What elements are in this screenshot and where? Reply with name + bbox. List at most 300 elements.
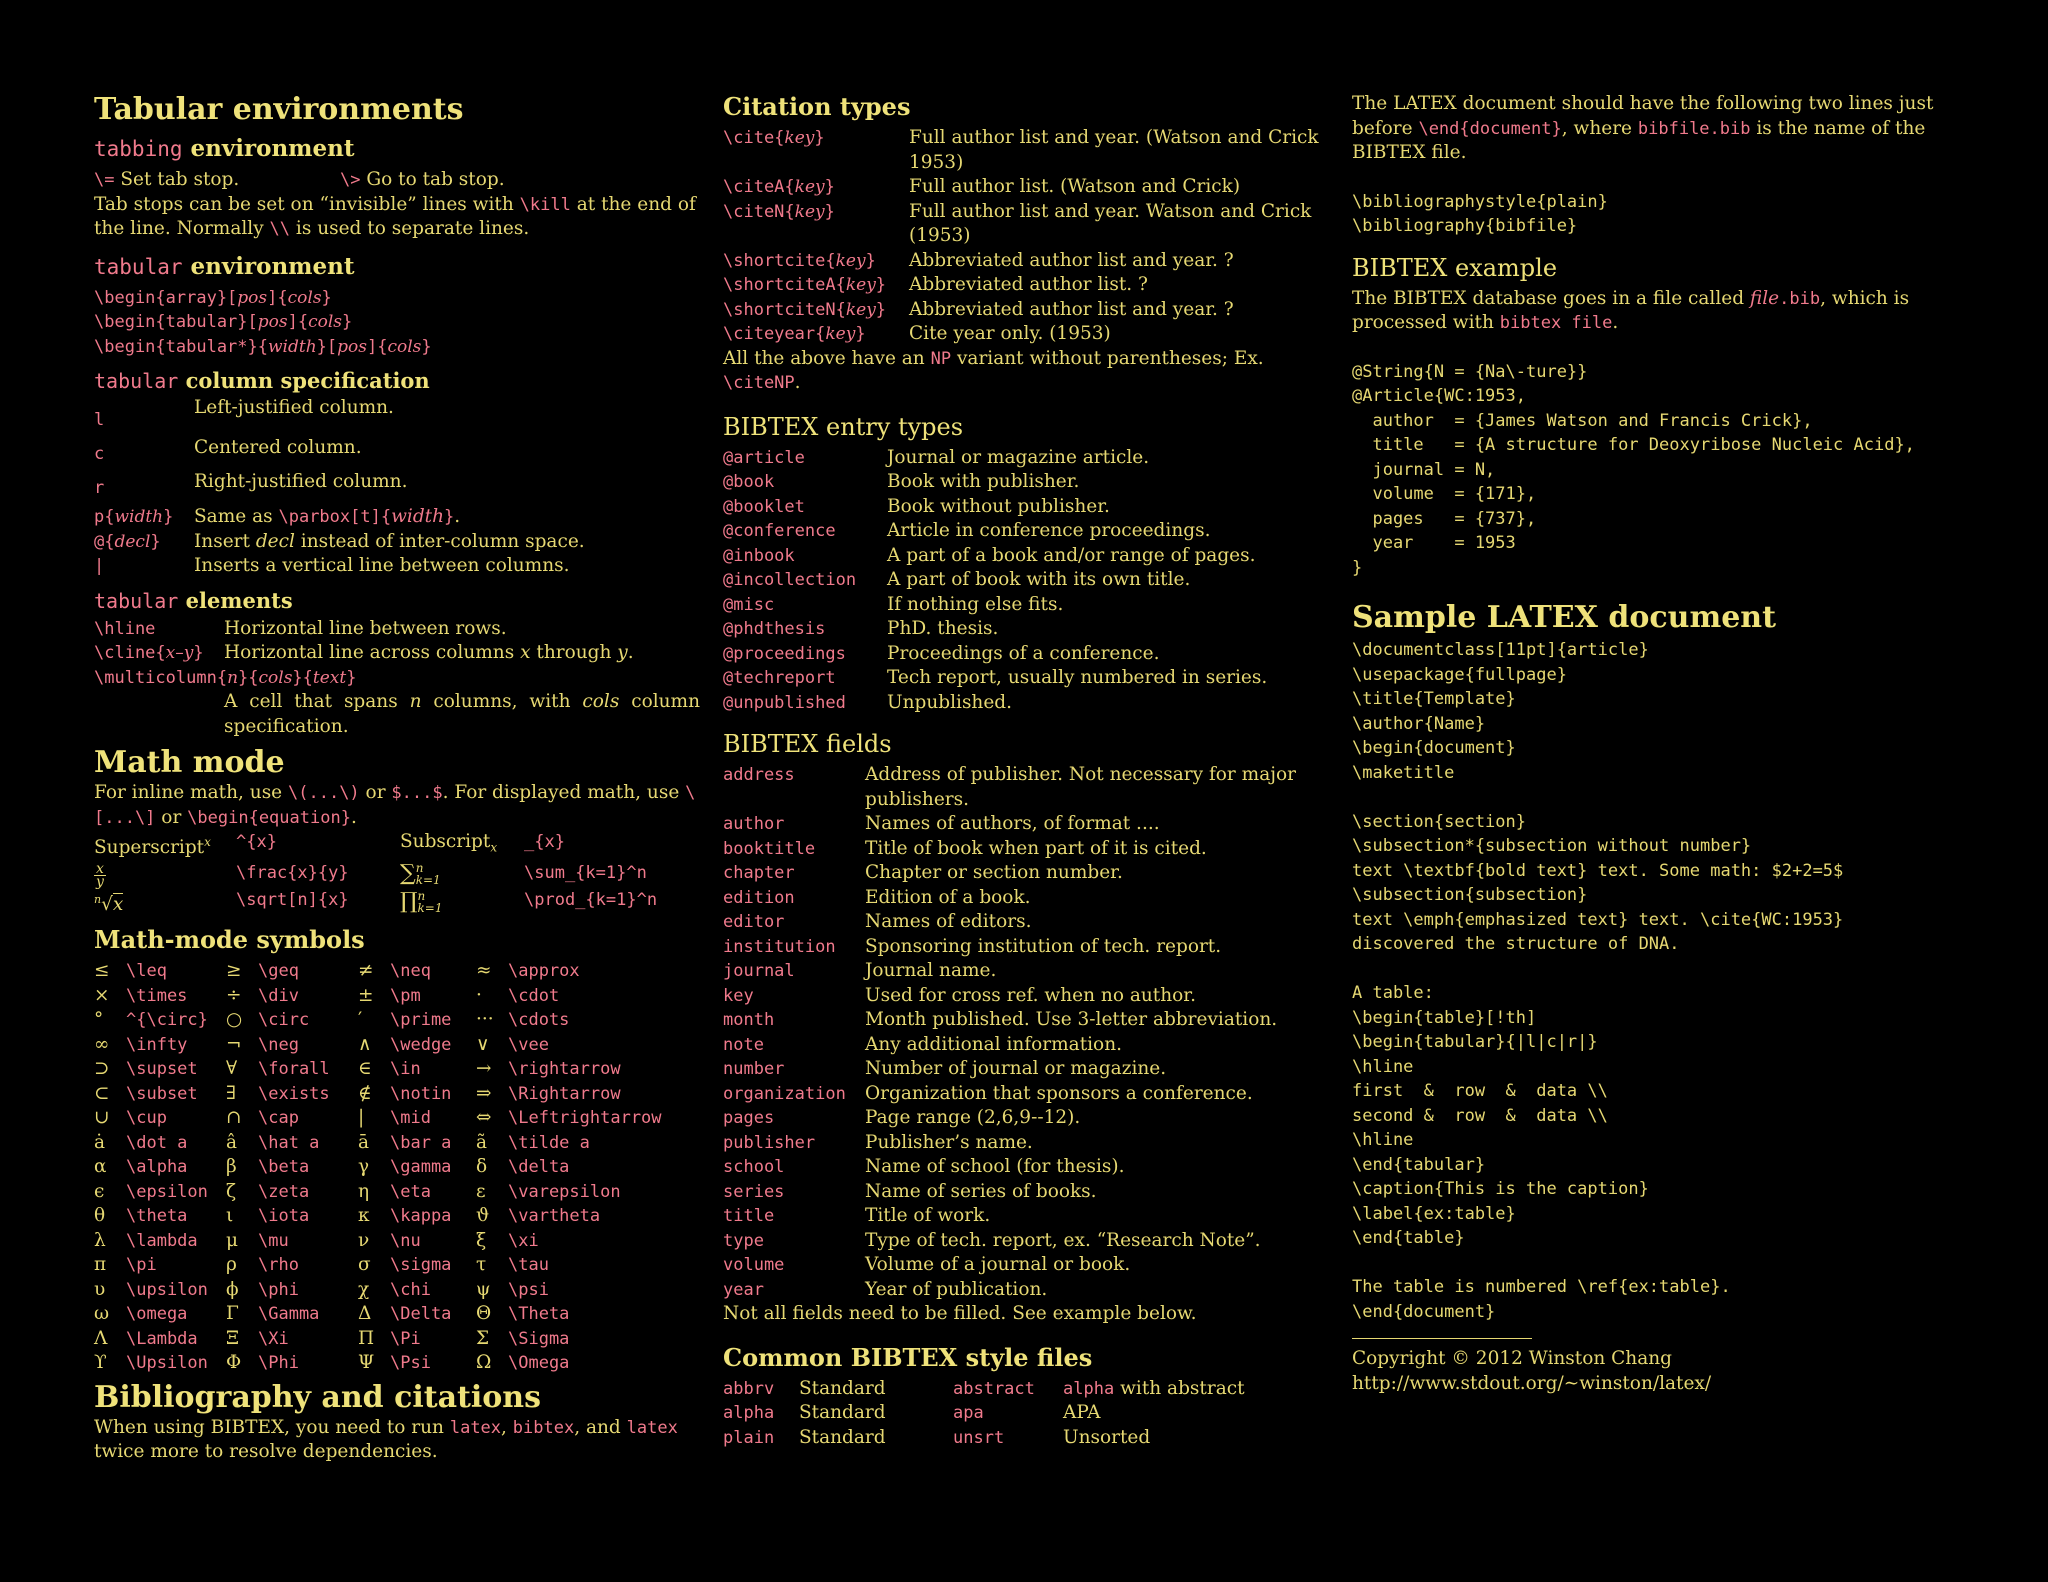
symbol-glyph: ν [358, 1229, 370, 1251]
field-row [723, 837, 1329, 862]
field-name: title [723, 1206, 775, 1226]
symbol-glyph: ∩ [226, 1107, 242, 1129]
field-row [723, 1229, 1329, 1254]
section-title-math: Math mode [94, 745, 285, 780]
citation-row [723, 175, 1329, 200]
subsection-tabular-elements: tabular elements [94, 587, 293, 613]
tabular-begin-lines: \begin{array}[pos]{cols} \begin{tabular}[pos]{cols} \begin{tabular*}{width}[pos]{cols} [94, 287, 432, 357]
symbol-command: \kappa [390, 1206, 452, 1227]
symbol-command: \Delta [390, 1304, 452, 1325]
source-url[interactable]: http://www.stdout.org/∼winston/latex/ [1352, 1372, 1712, 1394]
entry-type-name: @phdthesis [723, 619, 826, 639]
symbol-glyph: β [226, 1156, 237, 1178]
field-description: Edition of a book. [865, 886, 1031, 908]
symbol-command: \upsilon [126, 1279, 208, 1300]
section-title-tabular: Tabular environments [94, 92, 464, 127]
symbol-glyph: ∪ [94, 1107, 110, 1129]
entry-type-row [723, 593, 1329, 618]
field-row [723, 1008, 1329, 1033]
bibliography-description: When using BIBTEX, you need to run latex, bibtex, and latex twice more to resolve dependencies. [94, 1416, 678, 1463]
field-name: month [723, 1010, 775, 1030]
field-name: school [723, 1157, 785, 1177]
entry-type-description: A part of a book and/or range of pages. [887, 544, 1256, 566]
copyright-text: Copyright © 2012 Winston Chang [1352, 1348, 1673, 1369]
style-file-base: alpha [1063, 1378, 1115, 1399]
symbol-command: \Gamma [258, 1304, 320, 1325]
section-title-citation-types: Citation types [723, 92, 911, 121]
symbol-command: \alpha [126, 1157, 188, 1178]
style-file-name: plain [723, 1427, 775, 1448]
symbol-glyph: ≈ [476, 960, 492, 982]
symbol-glyph: λ [94, 1229, 106, 1251]
citation-types-table [723, 126, 1329, 347]
product-symbol: ∏ n k=1 [400, 889, 443, 916]
citation-row [723, 126, 1329, 175]
section-title-bibliography: Bibliography and citations [94, 1379, 542, 1415]
style-file-description [1063, 1426, 1329, 1451]
symbol-glyph: ∧ [358, 1033, 372, 1055]
symbol-command: \Sigma [508, 1328, 570, 1349]
bibtex-example-code: @String{N = {Na\-ture}} @Article{WC:1953, author = {James Watson and Francis Crick}, title = {A structure for Deoxyribose Nucleic Acid}, journal = N, volume = {171}, pages = {737}, year = 1953 } [1352, 361, 1915, 578]
bibtex-example-description: The BIBTEX database goes in a file called file.bib, which is processed with bibtex file. [1352, 287, 1910, 333]
citation-command-prefix: \shortciteN{ [723, 299, 846, 320]
symbol-glyph: ω [94, 1303, 110, 1325]
symbol-command: \pm [390, 985, 421, 1006]
field-name: booktitle [723, 838, 816, 859]
citation-command [723, 298, 909, 323]
section-title-sample-document: Sample LATEX document [1352, 600, 1776, 635]
style-file-description [1063, 1401, 1329, 1426]
field-row [723, 812, 1329, 837]
field-description: Name of series of books. [865, 1180, 1097, 1202]
symbol-command: \neg [258, 1034, 299, 1055]
style-file-name: apa [953, 1403, 984, 1423]
citation-description: Cite year only. (1953) [909, 323, 1111, 344]
fields-table [723, 763, 1329, 1302]
entry-type-description: A part of book with its own title. [887, 569, 1191, 590]
symbol-command: \in [390, 1059, 421, 1080]
symbol-glyph: ā [358, 1131, 370, 1153]
symbol-command: \phi [258, 1279, 299, 1300]
field-row [723, 1253, 1329, 1278]
field-description: Title of work. [865, 1205, 991, 1226]
symbol-command: \bar a [390, 1132, 452, 1153]
symbol-glyph: ≠ [358, 960, 374, 982]
citation-row [723, 249, 1329, 274]
symbol-command: \approx [508, 961, 580, 982]
symbol-glyph: ≤ [94, 960, 110, 982]
field-row [723, 1082, 1329, 1107]
field-name: author [723, 814, 785, 834]
field-description: Page range (2,6,9--12). [865, 1107, 1081, 1128]
sum-symbol: ∑ n k=1 [400, 860, 441, 888]
symbol-command: \Pi [390, 1328, 421, 1349]
symbol-command: \Phi [258, 1353, 299, 1374]
math-symbol-table [94, 959, 700, 1376]
entry-type-row [723, 642, 1329, 667]
field-row [723, 959, 1329, 984]
field-row [723, 1180, 1329, 1205]
symbol-glyph: ȧ [94, 1131, 106, 1153]
entry-type-description: Proceedings of a conference. [887, 642, 1160, 664]
symbol-glyph: ε [476, 1180, 486, 1202]
field-name: editor [723, 912, 785, 932]
symbol-glyph: ∃ [226, 1082, 237, 1104]
symbol-glyph: ⊃ [94, 1058, 110, 1080]
style-file-text: Unsorted [1063, 1426, 1151, 1448]
symbol-command: \wedge [390, 1034, 452, 1055]
field-row [723, 861, 1329, 886]
field-name: pages [723, 1108, 775, 1128]
symbol-glyph: Γ [226, 1303, 239, 1325]
symbol-command: \sigma [390, 1255, 452, 1276]
entry-type-row [723, 470, 1329, 495]
citation-row [723, 322, 1329, 347]
citation-description: Full author list and year. (Watson and Crick 1953) [909, 127, 1319, 173]
entry-type-row [723, 495, 1329, 520]
symbol-glyph: η [358, 1180, 370, 1202]
symbol-glyph: θ [94, 1205, 106, 1227]
field-name: address [723, 765, 795, 785]
citation-command-arg: key [794, 201, 825, 222]
symbol-glyph: ⇔ [476, 1107, 492, 1129]
field-description: Number of journal or magazine. [865, 1058, 1167, 1079]
symbol-glyph: μ [226, 1229, 239, 1251]
symbol-command: \Rightarrow [508, 1083, 621, 1104]
field-description: Publisher’s name. [865, 1131, 1033, 1153]
citation-command-prefix: \citeN{ [723, 201, 795, 222]
symbol-command: \Theta [508, 1304, 570, 1325]
field-description: Any additional information. [865, 1033, 1122, 1055]
symbol-command: \Psi [390, 1353, 431, 1374]
symbol-glyph: â [226, 1131, 238, 1153]
entry-type-description: Article in conference proceedings. [887, 520, 1211, 541]
symbol-command: \tilde a [508, 1132, 590, 1153]
symbol-glyph: ρ [226, 1254, 237, 1276]
symbol-glyph: | [358, 1107, 365, 1129]
field-description: Address of publisher. Not necessary for major publishers. [865, 764, 1296, 810]
style-file-text: with abstract [1114, 1377, 1245, 1399]
symbol-glyph: ϕ [226, 1278, 239, 1300]
field-description: Sponsoring institution of tech. report. [865, 935, 1222, 957]
entry-type-description: Journal or magazine article. [887, 446, 1150, 468]
entry-type-row [723, 446, 1329, 471]
symbol-command: \hat a [258, 1132, 320, 1153]
symbol-command: \Xi [258, 1328, 289, 1349]
symbol-command: \vartheta [508, 1206, 601, 1227]
nth-root: $^n$√x [94, 892, 124, 915]
citation-command-prefix: \shortciteA{ [723, 275, 846, 295]
style-file-name: abstract [953, 1378, 1035, 1399]
symbol-glyph: ° [94, 1009, 104, 1031]
entry-type-row [723, 617, 1329, 642]
citation-row [723, 298, 1329, 323]
symbol-command: \circ [258, 1010, 310, 1031]
entry-type-name: @conference [723, 521, 836, 541]
field-name: series [723, 1181, 785, 1202]
citation-command [723, 126, 909, 175]
field-name: organization [723, 1083, 846, 1104]
symbol-command: \Omega [508, 1353, 570, 1374]
entry-type-name: @book [723, 472, 775, 492]
field-description: Year of publication. [865, 1278, 1048, 1300]
section-title-fields: BIBTEX fields [723, 730, 892, 758]
citation-description: Full author list and year. Watson and Crick (1953) [909, 200, 1312, 246]
symbol-glyph: ∀ [226, 1058, 238, 1080]
symbol-glyph: α [94, 1156, 107, 1178]
symbol-glyph: × [94, 984, 110, 1006]
citation-command-arg: key [845, 299, 876, 320]
field-name: journal [723, 961, 795, 981]
entry-type-row [723, 691, 1329, 716]
symbol-glyph: ∈ [358, 1058, 372, 1080]
style-file-description: Standard [799, 1426, 886, 1448]
section-title-bibtex-example: BIBTEX example [1352, 253, 1558, 282]
symbol-command: \cdot [508, 985, 560, 1006]
symbol-command: \dot a [126, 1132, 188, 1153]
field-name: edition [723, 887, 795, 908]
symbol-command: \rightarrow [508, 1059, 621, 1080]
symbol-command: \Leftrightarrow [508, 1108, 662, 1129]
symbol-glyph: ⇒ [476, 1082, 492, 1104]
citation-command-suffix: } [814, 128, 825, 148]
entry-type-description: Tech report, usually numbered in series. [887, 667, 1268, 688]
style-file-row [723, 1426, 1329, 1451]
style-file-name: alpha [723, 1403, 775, 1423]
symbol-glyph: ϵ [94, 1180, 105, 1202]
field-description: Chapter or section number. [865, 862, 1123, 883]
symbol-command: \beta [258, 1157, 310, 1178]
symbol-glyph: Δ [358, 1303, 372, 1325]
style-file-text: APA [1063, 1402, 1101, 1423]
citation-row [723, 273, 1329, 298]
citation-command-arg: key [835, 250, 866, 271]
symbol-glyph: χ [358, 1278, 370, 1300]
symbol-glyph: σ [358, 1254, 371, 1276]
field-row [723, 1278, 1329, 1303]
symbol-command: \rho [258, 1255, 299, 1276]
symbol-glyph: → [476, 1058, 492, 1080]
field-description: Names of editors. [865, 911, 1032, 932]
symbol-command: \exists [258, 1083, 330, 1104]
symbol-glyph: ¬ [226, 1033, 242, 1055]
symbol-command: \lambda [126, 1230, 198, 1251]
symbol-command: \leq [126, 961, 167, 982]
symbol-command: \prime [390, 1010, 452, 1031]
field-description: Used for cross ref. when no author. [865, 984, 1196, 1006]
field-name: key [723, 985, 754, 1006]
symbol-command: \chi [390, 1279, 431, 1300]
symbol-command: \cap [258, 1108, 299, 1129]
field-row [723, 1057, 1329, 1082]
entry-type-row [723, 568, 1329, 593]
symbol-glyph: Π [358, 1327, 375, 1349]
symbol-glyph: ϑ [476, 1205, 490, 1227]
column-2 [723, 92, 1329, 1450]
symbol-command: \cup [126, 1108, 167, 1129]
symbol-command: \supset [126, 1059, 198, 1080]
field-name: year [723, 1279, 764, 1300]
style-file-row [723, 1401, 1329, 1426]
entry-type-name: @incollection [723, 570, 857, 590]
footer-rule [1352, 1338, 1532, 1339]
field-description: Volume of a journal or book. [865, 1254, 1131, 1275]
symbol-command: \subset [126, 1083, 198, 1104]
citation-row [723, 200, 1329, 249]
section-title-style-files: Common BIBTEX style files [723, 1342, 1093, 1372]
citation-note: All the above have an NP variant without parentheses; Ex. \citeNP. [723, 347, 1264, 393]
entry-type-name: @inbook [723, 545, 795, 566]
entry-type-description: PhD. thesis. [887, 618, 999, 639]
fraction: x y [96, 860, 104, 890]
entry-type-row [723, 666, 1329, 691]
symbol-command: \times [126, 985, 188, 1006]
field-description: Names of authors, of format .... [865, 813, 1160, 834]
field-row [723, 1033, 1329, 1058]
tabular-elements-table: \hline Horizontal line between rows. \cline{x–y} Horizontal line across columns x through y. \multicolumn{n}{cols}{text} A cell that spans n columns, with cols column specification. [94, 617, 700, 737]
symbol-glyph: κ [358, 1205, 370, 1227]
subsection-tabbing: tabbing environment [94, 135, 355, 162]
symbol-command: \xi [508, 1230, 539, 1251]
field-name: number [723, 1059, 785, 1079]
entry-type-name: @booklet [723, 496, 805, 517]
symbol-glyph: π [94, 1254, 107, 1276]
style-file-description [1063, 1377, 1329, 1402]
citation-command [723, 322, 909, 347]
citation-command-suffix: } [875, 275, 887, 295]
symbol-command: \Lambda [126, 1328, 198, 1349]
symbol-glyph: ϒ [94, 1352, 107, 1374]
tabbing-stops: \= Set tab stop. \> Go to tab stop. [94, 169, 505, 190]
math-examples: Superscript$^x$ ^{x} Subscript$_x$ _{x} x y \frac{x}{y} ∑ n k=1 \sum_{k=1}^n $^n$√x \sqrt[n]{x} ∏ n k=1 \prod_{k=1}^n [94, 831, 658, 916]
field-description: Journal name. [865, 960, 997, 981]
symbol-command: \varepsilon [508, 1181, 621, 1202]
symbol-command: \notin [390, 1083, 452, 1104]
symbol-command: \forall [258, 1059, 330, 1080]
symbol-glyph: ≥ [226, 960, 242, 982]
citation-command-arg: key [825, 324, 856, 344]
symbol-command: ^{\circ} [126, 1010, 208, 1031]
symbol-glyph: ψ [476, 1278, 491, 1300]
citation-command [723, 175, 909, 200]
style-files-table [723, 1377, 1329, 1451]
citation-command-prefix: \citeyear{ [723, 324, 826, 344]
symbol-command: \omega [126, 1304, 188, 1325]
symbol-command: \pi [126, 1255, 157, 1276]
symbol-command: \vee [508, 1034, 549, 1055]
style-file-description: Standard [799, 1377, 886, 1399]
citation-command [723, 249, 909, 274]
field-name: institution [723, 936, 836, 957]
symbol-glyph: Σ [476, 1327, 490, 1349]
sample-document-code: \documentclass[11pt]{article} \usepackage{fullpage} \title{Template} \author{Name} \begin{document} \maketitle \section{section} \subsection*{subsection without number} text \textbf{bold text} text. Some math: $2+2=5$ \subsection{subsection} text \emph{emphasized text} text. \cite{WC:1953} discovered the structure of DNA. A table: \begin{table}[!th] \begin{tabular}{|l|c|r|} \hline first & row & data \\ second & row & data \\ \hline \end{tabular} \caption{This is the caption} \label{ex:table} \end{table} The table is numbered \ref{ex:table}. \end{document} [1352, 640, 1844, 1322]
field-row [723, 1131, 1329, 1156]
citation-description: Abbreviated author list. ? [909, 274, 1148, 295]
symbol-command: \gamma [390, 1157, 452, 1178]
entry-type-description: Book without publisher. [887, 495, 1110, 517]
entry-type-name: @techreport [723, 668, 836, 688]
field-description: Organization that sponsors a conference. [865, 1082, 1253, 1104]
symbol-command: \theta [126, 1206, 188, 1227]
symbol-glyph: Ξ [226, 1327, 240, 1349]
symbol-command: \infty [126, 1034, 188, 1055]
entry-type-name: @article [723, 447, 805, 468]
symbol-command: \nu [390, 1230, 421, 1251]
field-name: type [723, 1230, 764, 1251]
field-row [723, 935, 1329, 960]
citation-description: Abbreviated author list and year. ? [909, 298, 1234, 320]
symbol-command: \psi [508, 1279, 549, 1300]
symbol-glyph: ○ [226, 1009, 243, 1031]
field-description: Month published. Use 3-letter abbreviation. [865, 1009, 1278, 1030]
tabbing-description: Tab stops can be set on “invisible” lines with \kill at the end of the line. Normally \\ is used to separate lines. [94, 193, 696, 239]
symbol-command: \mid [390, 1108, 431, 1129]
field-row [723, 1204, 1329, 1229]
field-row [723, 763, 1329, 812]
bibliography-intro: The LATEX document should have the following two lines just before \end{document}, where bibfile.bib is the name of the BIBTEX file. [1352, 93, 1934, 163]
style-file-name: abbrv [723, 1378, 775, 1399]
field-row [723, 984, 1329, 1009]
citation-description: Full author list. (Watson and Crick) [909, 176, 1241, 197]
symbol-glyph: ξ [476, 1229, 487, 1251]
symbol-command: \zeta [258, 1181, 310, 1202]
citation-command-suffix: } [875, 299, 887, 320]
field-description: Name of school (for thesis). [865, 1156, 1125, 1177]
citation-command-arg: key [845, 275, 876, 295]
symbol-glyph: Λ [94, 1327, 108, 1349]
citation-command-prefix: \shortcite{ [723, 250, 836, 271]
symbol-command: \iota [258, 1206, 310, 1227]
symbol-glyph: ι [226, 1205, 234, 1227]
column-1 [94, 92, 700, 1465]
symbol-glyph: · [476, 984, 482, 1006]
citation-command [723, 273, 909, 298]
field-name: note [723, 1034, 764, 1055]
symbol-glyph: ··· [476, 1009, 494, 1031]
symbol-glyph: ∞ [94, 1033, 110, 1055]
citation-command-suffix: } [824, 201, 835, 222]
symbol-glyph: Θ [476, 1303, 492, 1325]
field-row [723, 910, 1329, 935]
citation-command-suffix: } [865, 250, 876, 271]
citation-command-suffix: } [824, 177, 835, 197]
field-name: chapter [723, 863, 795, 883]
entry-types-table [723, 446, 1329, 716]
entry-type-name: @unpublished [723, 692, 846, 713]
fields-note: Not all fields need to be filled. See example below. [723, 1303, 1197, 1324]
subsection-tabular: tabular environment [94, 252, 355, 280]
symbol-command: \Upsilon [126, 1353, 208, 1374]
symbol-command: \epsilon [126, 1181, 208, 1202]
entry-type-row [723, 519, 1329, 544]
subsection-column-spec: tabular column specification [94, 368, 430, 393]
field-row [723, 1155, 1329, 1180]
section-title-entry-types: BIBTEX entry types [723, 412, 964, 441]
citation-command-prefix: \citeA{ [723, 177, 795, 197]
field-description: Title of book when part of it is cited. [865, 837, 1207, 859]
citation-command-suffix: } [855, 324, 866, 344]
symbol-command: \div [258, 985, 299, 1006]
symbol-glyph: ζ [226, 1180, 237, 1202]
field-description: Type of tech. report, ex. “Research Note”. [865, 1229, 1261, 1251]
symbol-glyph: ′ [358, 1009, 363, 1031]
bibliography-commands: \bibliographystyle{plain} \bibliography{bibfile} [1352, 191, 1608, 236]
symbol-glyph: δ [476, 1156, 488, 1178]
symbol-glyph: Φ [226, 1352, 242, 1374]
symbol-command: \delta [508, 1157, 570, 1178]
entry-type-name: @proceedings [723, 643, 846, 664]
symbol-glyph: τ [476, 1254, 487, 1276]
